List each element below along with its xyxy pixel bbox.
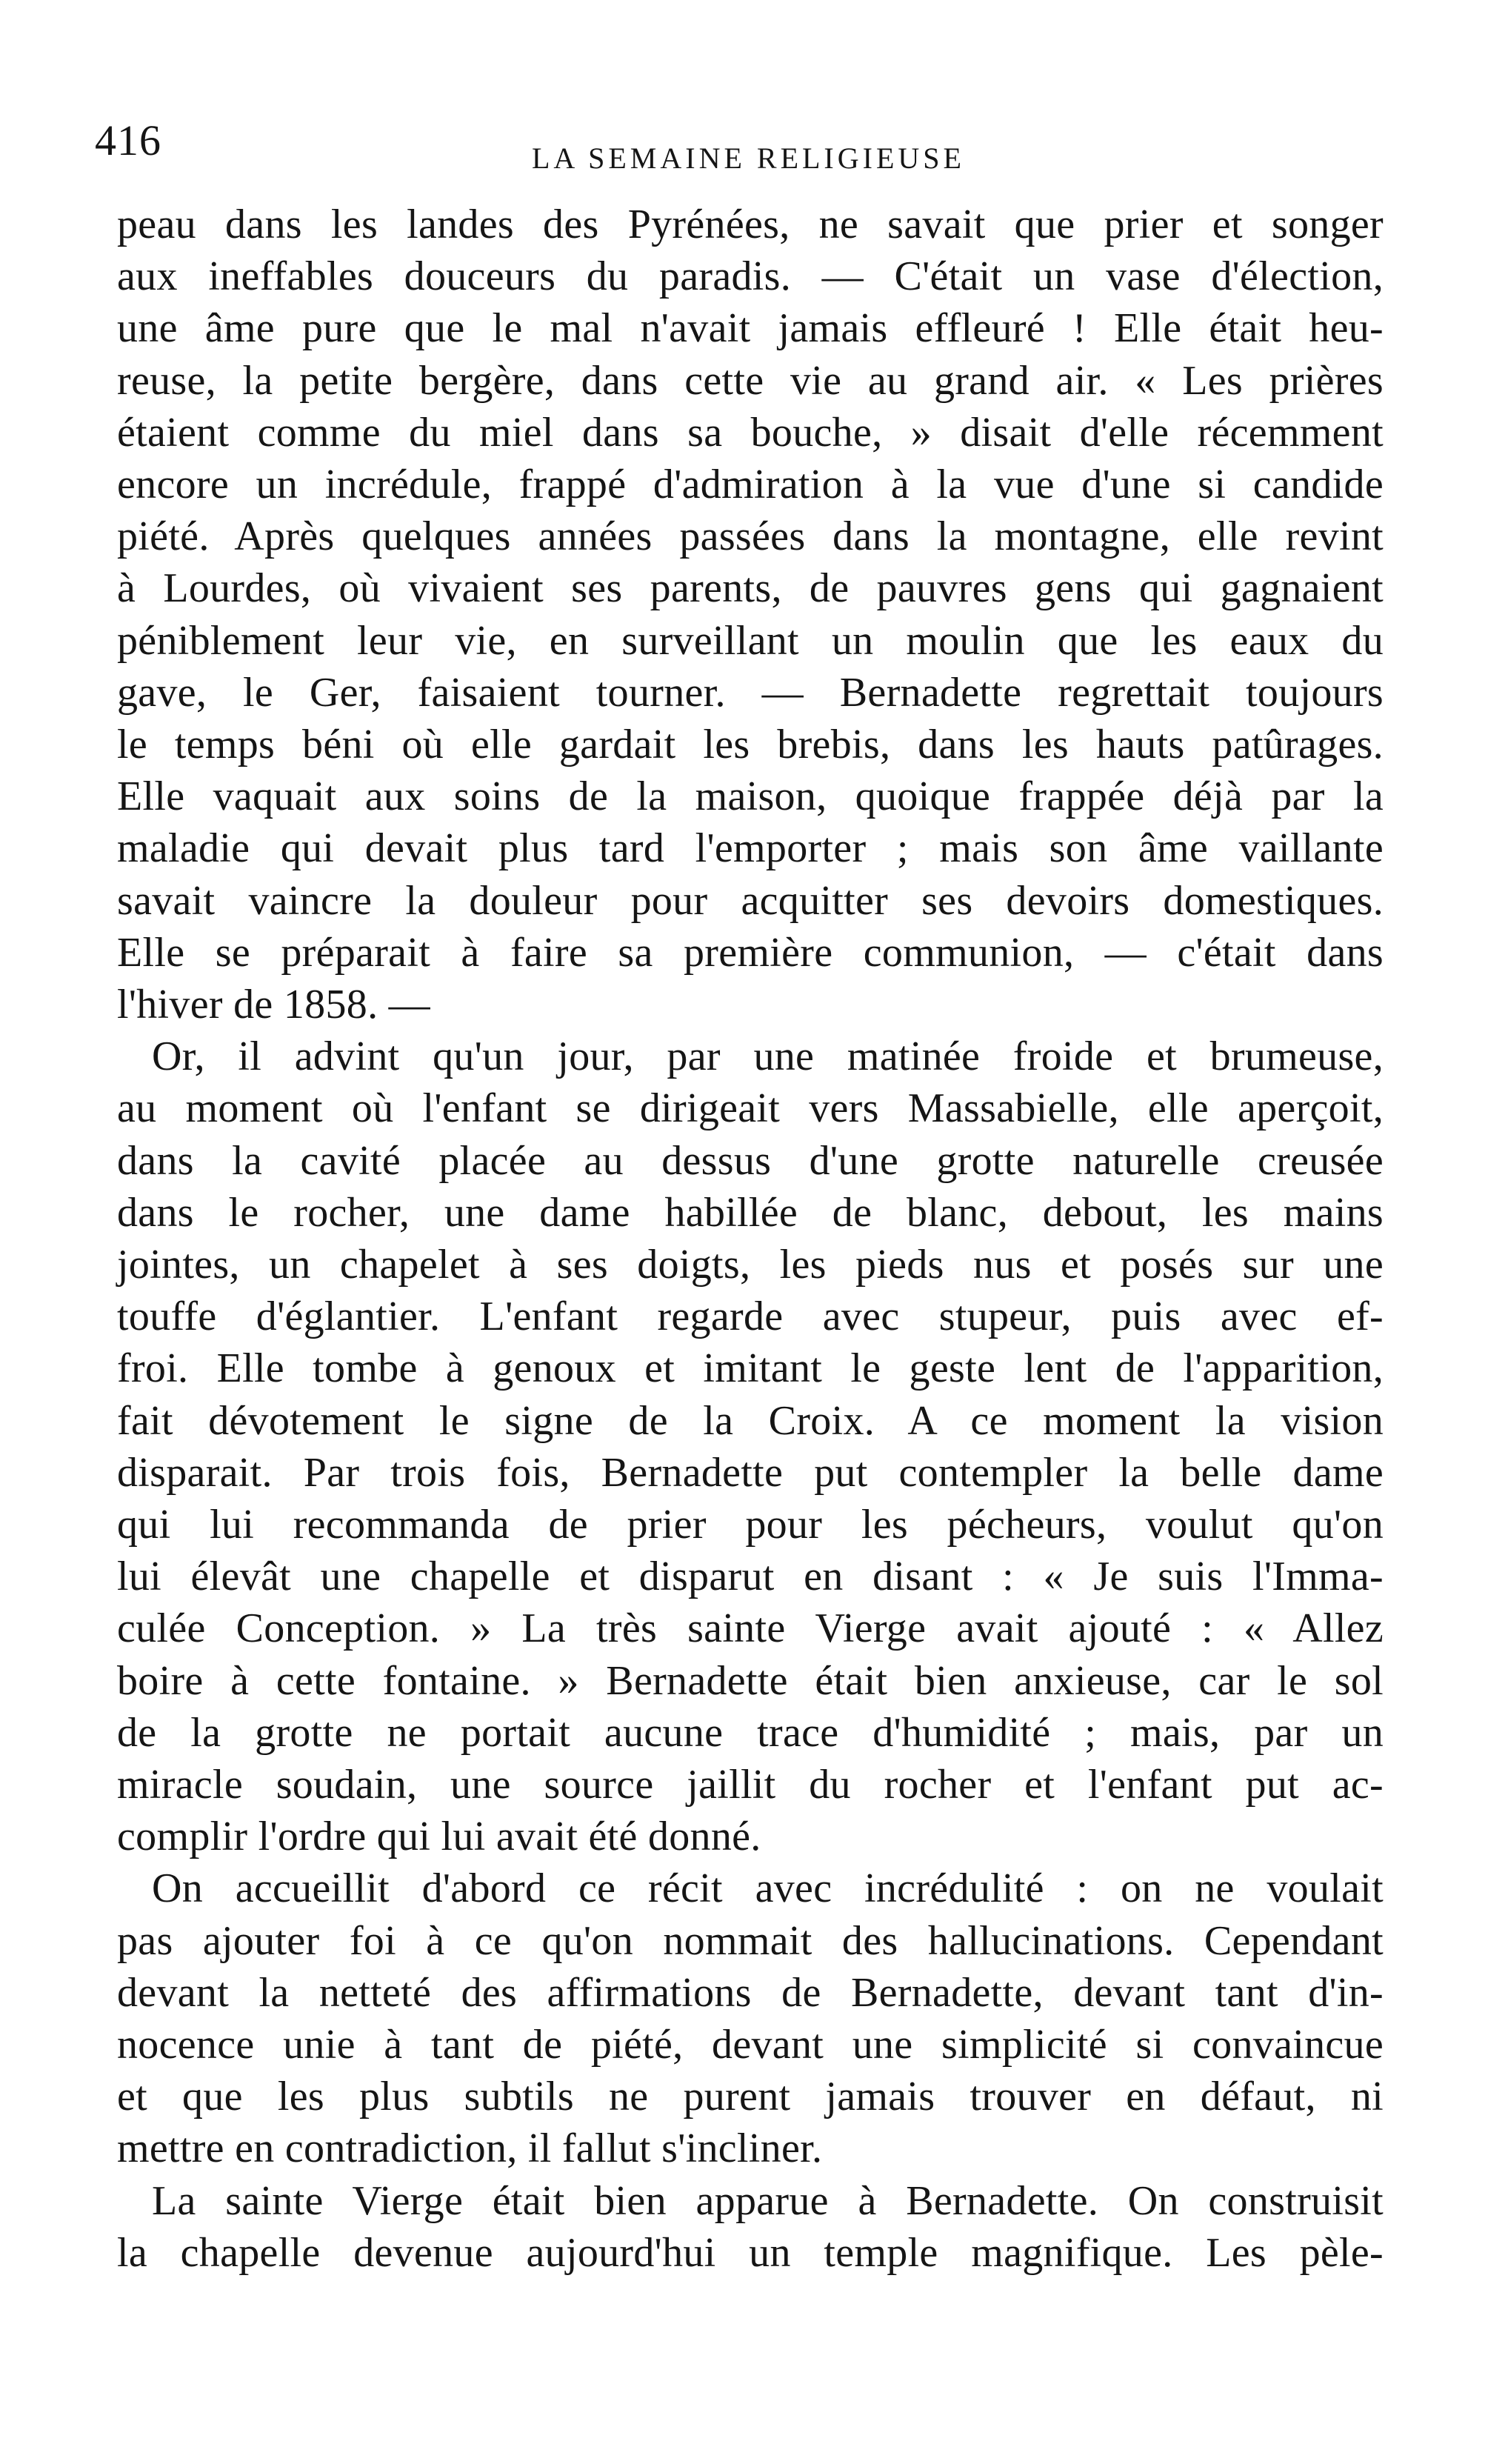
text-line: boire à cette fontaine. » Bernadette était bien anxieuse, car le sol xyxy=(117,1658,1384,1704)
text-line: Elle vaquait aux soins de la maison, quoique frappée déjà par la xyxy=(117,773,1384,819)
text-line: maladie qui devait plus tard l'emporter ; mais son âme vaillante xyxy=(117,825,1384,871)
text-line: complir l'ordre qui lui avait été donné. xyxy=(117,1814,761,1859)
text-line: culée Conception. » La très sainte Vierge avait ajouté : « Allez xyxy=(117,1605,1384,1651)
text-line: reuse, la petite bergère, dans cette vie au grand air. « Les prières xyxy=(117,358,1384,404)
text-line: miracle soudain, une source jaillit du rocher et l'enfant put ac- xyxy=(117,1762,1384,1808)
text-line: touffe d'églantier. L'enfant regarde avec stupeur, puis avec ef- xyxy=(117,1293,1384,1339)
text-line: dans le rocher, une dame habillée de blanc, debout, les mains xyxy=(117,1190,1384,1236)
text-line: Or, il advint qu'un jour, par une matinée froide et brumeuse, xyxy=(152,1033,1384,1079)
text-line: nocence unie à tant de piété, devant une simplicité si convaincue xyxy=(117,2022,1384,2068)
text-line: froi. Elle tombe à genoux et imitant le geste lent de l'apparition, xyxy=(117,1345,1384,1391)
text-line: le temps béni où elle gardait les brebis, dans les hauts patûrages. xyxy=(117,722,1384,767)
text-line: l'hiver de 1858. — xyxy=(117,982,430,1028)
text-line: devant la netteté des affirmations de Bernadette, devant tant d'in- xyxy=(117,1970,1384,2016)
text-line: de la grotte ne portait aucune trace d'humidité ; mais, par un xyxy=(117,1710,1384,1756)
text-line: une âme pure que le mal n'avait jamais effleuré ! Elle était heu- xyxy=(117,305,1384,351)
text-line: péniblement leur vie, en surveillant un moulin que les eaux du xyxy=(117,618,1384,664)
text-line: gave, le Ger, faisaient tourner. — Bernadette regrettait toujours xyxy=(117,670,1384,716)
text-line: jointes, un chapelet à ses doigts, les pieds nus et posés sur une xyxy=(117,1242,1384,1288)
text-line: au moment où l'enfant se dirigeait vers Massabielle, elle aperçoit, xyxy=(117,1085,1384,1131)
text-line: dans la cavité placée au dessus d'une grotte naturelle creusée xyxy=(117,1138,1384,1184)
text-line: Elle se préparait à faire sa première communion, — c'était dans xyxy=(117,930,1384,976)
text-line: encore un incrédule, frappé d'admiration à la vue d'une si candide xyxy=(117,462,1384,507)
text-line: et que les plus subtils ne purent jamais trouver en défaut, ni xyxy=(117,2074,1384,2120)
text-line: pas ajouter foi à ce qu'on nommait des hallucinations. Cependant xyxy=(117,1918,1384,1964)
text-line: la chapelle devenue aujourd'hui un temple magnifique. Les pèle- xyxy=(117,2230,1384,2276)
text-line: savait vaincre la douleur pour acquitter ses devoirs domestiques. xyxy=(117,878,1384,924)
text-line: On accueillit d'abord ce récit avec incrédulité : on ne voulait xyxy=(152,1865,1384,1911)
text-line: étaient comme du miel dans sa bouche, » disait d'elle récemment xyxy=(117,410,1384,456)
text-line: aux ineffables douceurs du paradis. — C'était un vase d'élection, xyxy=(117,253,1384,299)
text-line: lui élevât une chapelle et disparut en disant : « Je suis l'Imma- xyxy=(117,1554,1384,1599)
running-title: LA SEMAINE RELIGIEUSE xyxy=(532,141,965,175)
text-line: fait dévotement le signe de la Croix. A ce moment la vision xyxy=(117,1398,1384,1444)
text-line: piété. Après quelques années passées dans la montagne, elle revint xyxy=(117,513,1384,559)
text-line: disparait. Par trois fois, Bernadette put contempler la belle dame xyxy=(117,1450,1384,1496)
page-number: 416 xyxy=(95,116,161,164)
text-line: La sainte Vierge était bien apparue à Bernadette. On construisit xyxy=(152,2178,1384,2224)
text-line: à Lourdes, où vivaient ses parents, de pauvres gens qui gagnaient xyxy=(117,565,1384,611)
text-line: peau dans les landes des Pyrénées, ne savait que prier et songer xyxy=(117,202,1384,247)
text-line: mettre en contradiction, il fallut s'incliner. xyxy=(117,2125,823,2171)
text-line: qui lui recommanda de prier pour les pécheurs, voulut qu'on xyxy=(117,1502,1384,1548)
